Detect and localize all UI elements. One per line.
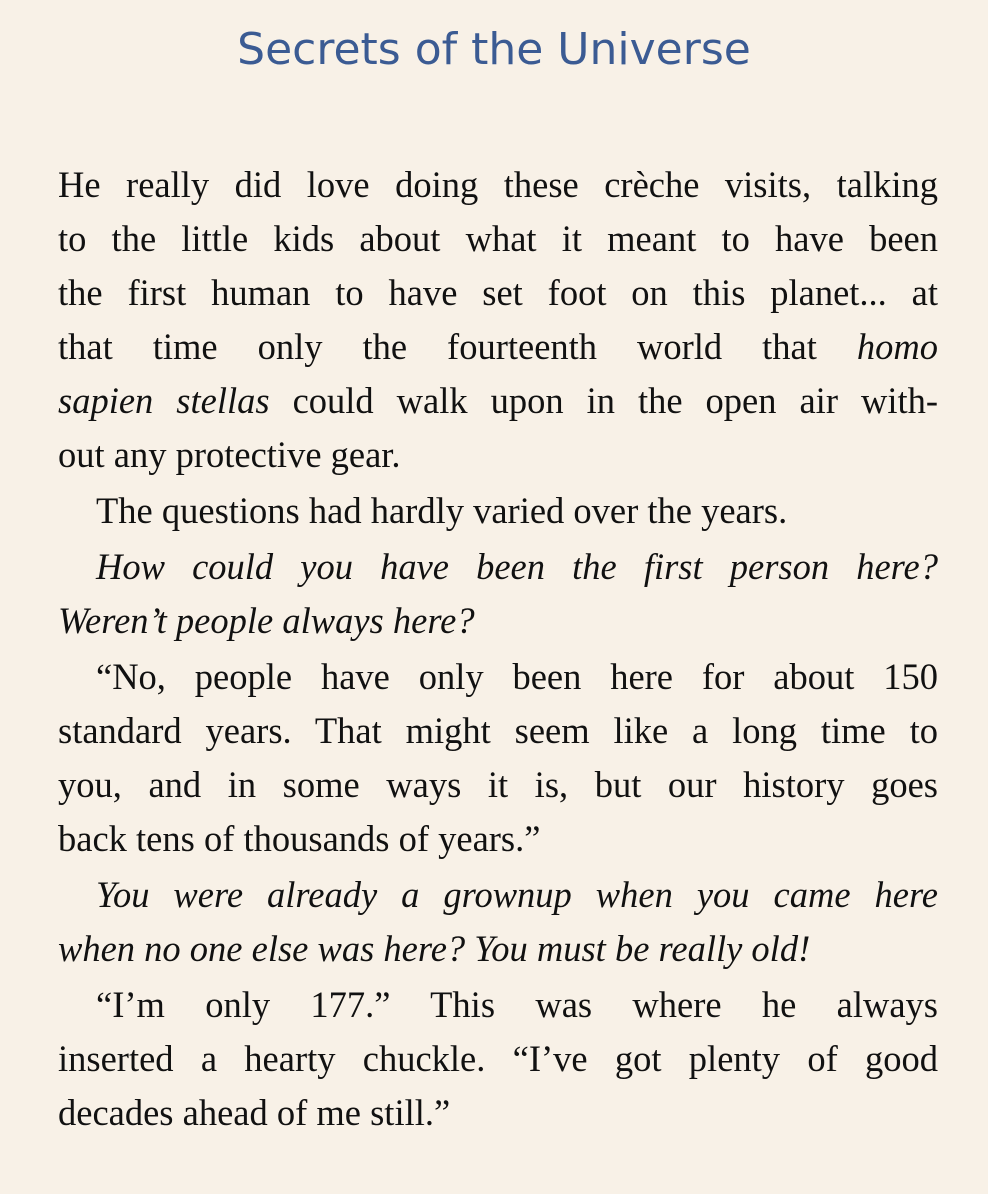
book-title: Secrets of the Universe — [237, 24, 751, 75]
text-line: “I’m only 177.” This was where he always — [96, 984, 938, 1025]
text-line: “No, people have only been here for about 150 — [96, 656, 938, 697]
text-line: inserted a hearty chuckle. “I’ve got plenty of good — [58, 1038, 938, 1079]
text-line: the first human to have set foot on this planet... at — [58, 272, 938, 313]
text-line: back tens of thousands of years.” — [58, 818, 541, 859]
paragraph — [58, 158, 938, 482]
text-line: when no one else was here? You must be really old! — [58, 928, 811, 969]
text-line: to the little kids about what it meant to have been — [58, 218, 938, 259]
text-line: How could you have been the first person here? — [96, 546, 938, 587]
text-line — [58, 320, 938, 374]
text-line: Weren’t people always here? — [58, 600, 475, 641]
italic-term: homo — [856, 326, 939, 367]
paragraph — [58, 484, 938, 538]
italic-term: sapien stellas — [58, 380, 270, 421]
text-line — [58, 374, 938, 428]
text-line: out any protective gear. — [58, 434, 401, 475]
text-line: you, and in some ways it is, but our history goes — [58, 764, 938, 805]
text-segment: could walk upon in the open air with- — [292, 380, 939, 421]
text-line: standard years. That might seem like a long time to — [58, 710, 938, 751]
page-text — [58, 158, 938, 1140]
paragraph — [58, 650, 938, 866]
text-line: The questions had hardly varied over the years. — [96, 490, 788, 531]
paragraph-italic — [58, 868, 938, 976]
text-segment: that time only the fourteenth world that — [58, 326, 817, 367]
text-line: decades ahead of me still.” — [58, 1092, 451, 1133]
text-line: You were already a grownup when you came here — [96, 874, 938, 915]
text-line: He really did love doing these crèche visits, talking — [58, 164, 938, 205]
paragraph — [58, 978, 938, 1140]
paragraph-italic — [58, 540, 938, 648]
